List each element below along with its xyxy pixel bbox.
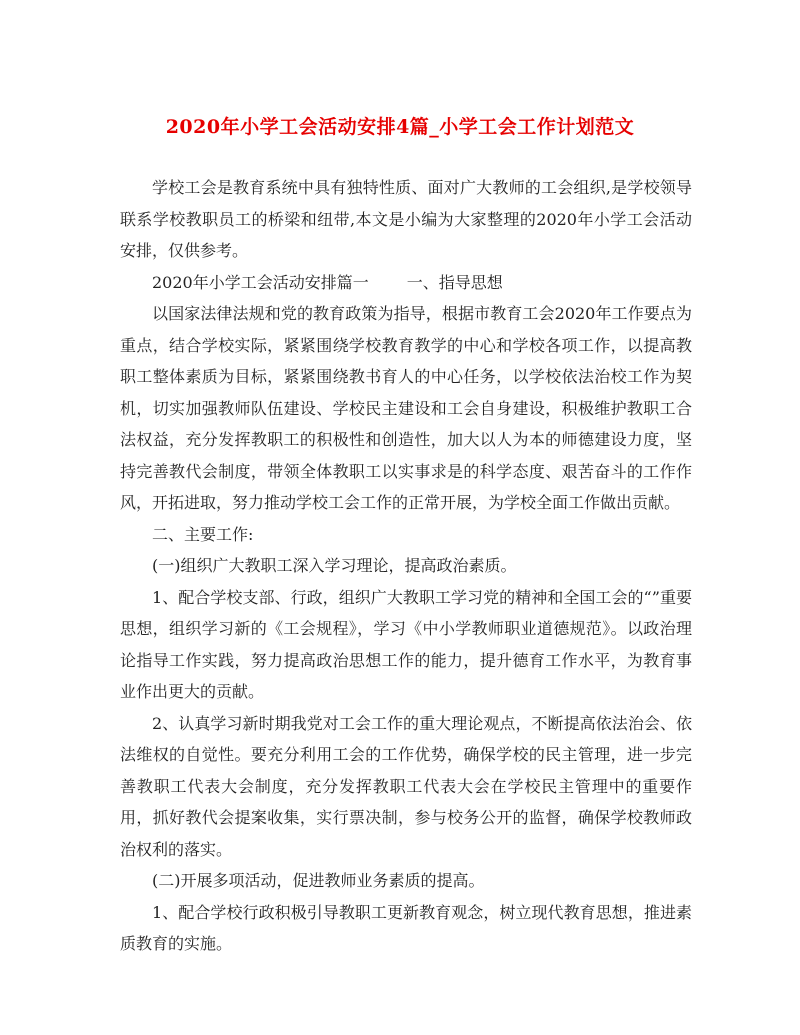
guiding-ideology-heading: 一、指导思想 — [406, 272, 503, 292]
document-title: 2020年小学工会活动安排4篇_小学工会工作计划范文 — [165, 116, 635, 138]
subsection-2-item-1: 1、配合学校行政积极引导教职工更新教育观念，树立现代教育思想，推进素质教育的实施。 — [120, 902, 692, 953]
section-heading-line — [120, 267, 692, 299]
document-body — [120, 172, 692, 960]
guiding-ideology-paragraph: 以国家法律法规和党的教育政策为指导，根据市教育工会2020年工作要点为重点，结合学校实际，紧紧围绕学校教育教学的中心和学校各项工作，以提高教职工整体素质为目标，紧紧围绕教书育人的中心任务，以学校依法治校工作为契机，切实加强教师队伍建设、学校民主建设和工会自身建设，积极维护教职工合法权益，充分发挥教职工的积极性和创造性，加大以人为本的师德建设力度，坚持完善教代会制度，带领全体教职工以实事求是的科学态度、艰苦奋斗的工作作风，开拓进取，努力推动学校工会工作的正常开展，为学校全面工作做出贡献。 — [120, 304, 692, 512]
section-title: 2020年小学工会活动安排篇一 — [152, 272, 369, 292]
subsection-2-heading: (二)开展多项活动，促进教师业务素质的提高。 — [152, 871, 485, 890]
intro-paragraph: 学校工会是教育系统中具有独特性质、面对广大教师的工会组织,是学校领导联系学校教职员工的桥梁和纽带,本文是小编为大家整理的2020年小学工会活动安排，仅供参考。 — [120, 178, 692, 260]
main-work-heading: 二、主要工作: — [152, 524, 254, 544]
subsection-1-heading: (一)组织广大教职工深入学习理论，提高政治素质。 — [152, 556, 517, 575]
subsection-1-item-2: 2、认真学习新时期我党对工会工作的重大理论观点，不断提高依法治会、依法维权的自觉性。要充分利用工会的工作优势，确保学校的民主管理，进一步完善教职工代表大会制度，充分发挥教职工代表大会在学校民主管理中的重要作用，抓好教代会提案收集，实行票决制，参与校务公开的监督，确保学校教师政治权利的落实。 — [120, 713, 692, 859]
subsection-1-item-1: 1、配合学校支部、行政，组织广大教职工学习党的精神和全国工会的“”重要思想，组织学习新的《工会规程》，学习《中小学教师职业道德规范》。以政治理论指导工作实践，努力提高政治思想工作的能力，提升德育工作水平，为教育事业作出更大的贡献。 — [120, 587, 692, 701]
